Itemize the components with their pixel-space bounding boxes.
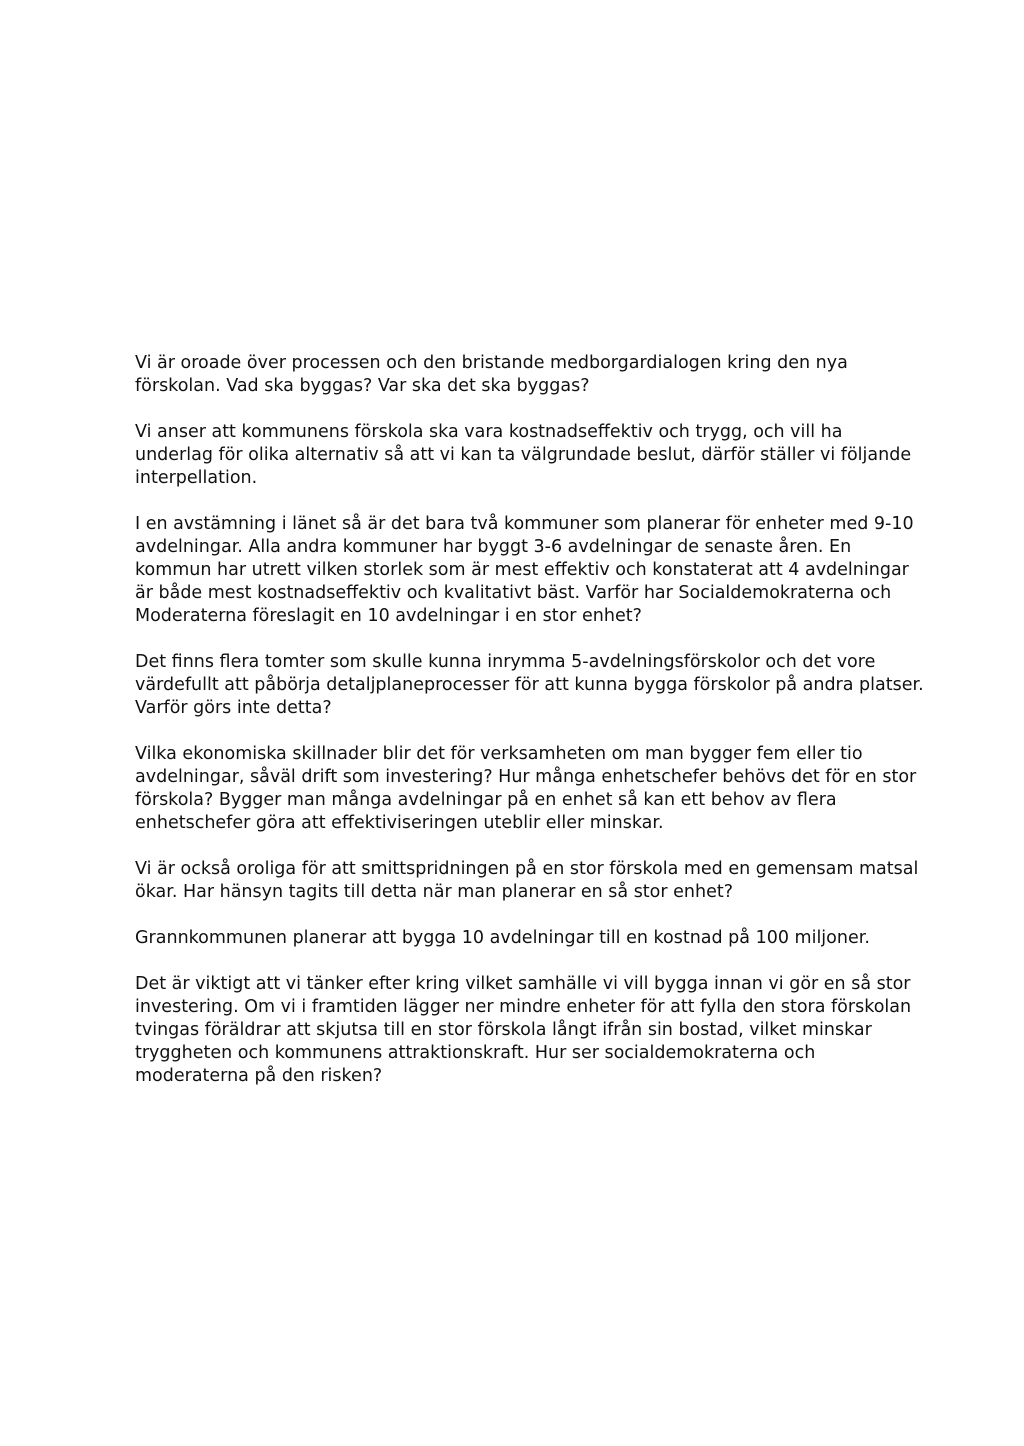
paragraph-2: Vi anser att kommunens förskola ska vara kostnadseffektiv och trygg, och vill ha underlag för olika alternativ så att vi kan ta välgrundade beslut, därför ställer vi följande interpellation. xyxy=(135,422,912,488)
paragraph-5: Vilka ekonomiska skillnader blir det för verksamheten om man bygger fem eller tio avdelningar, såväl drift som investering? Hur många enhetschefer behövs det för en stor förskola? Bygger man många avdelningar på en enhet så kan ett behov av flera enhetschefer göra att effektiviseringen uteblir eller minskar. xyxy=(135,744,917,833)
paragraph-6: Vi är också oroliga för att smittspridningen på en stor förskola med en gemensam matsal ökar. Har hänsyn tagits till detta när man planerar en så stor enhet? xyxy=(135,859,919,902)
paragraph-4: Det finns flera tomter som skulle kunna inrymma 5-avdelningsförskolor och det vore värdefullt att påbörja detaljplaneprocesser för att kunna bygga förskolor på andra platser. Varför görs inte detta? xyxy=(135,652,924,718)
paragraph-8: Det är viktigt att vi tänker efter kring vilket samhälle vi vill bygga innan vi gör en så stor investering. Om vi i framtiden lägger ner mindre enheter för att fylla den stora förskolan tvingas föräldrar att skjutsa till en stor förskola långt ifrån sin bostad, vilket minskar tryggheten och kommunens attraktionskraft. Hur ser socialdemokraterna och moderaterna på den risken? xyxy=(135,974,912,1086)
paragraph-1: Vi är oroade över processen och den bristande medborgardialogen kring den nya förskolan. Vad ska byggas? Var ska det ska byggas? xyxy=(135,353,848,396)
paragraph-7: Grannkommunen planerar att bygga 10 avdelningar till en kostnad på 100 miljoner. xyxy=(135,928,870,948)
document-body xyxy=(135,352,925,1088)
paragraph-3: I en avstämning i länet så är det bara två kommuner som planerar för enheter med 9-10 avdelningar. Alla andra kommuner har byggt 3-6 avdelningar de senaste åren. En kommun har utrett vilken storlek som är mest effektiv och konstaterat att 4 avdelningar är både mest kostnadseffektiv och kvalitativt bäst. Varför har Socialdemokraterna och Moderaterna föreslagit en 10 avdelningar i en stor enhet? xyxy=(135,514,914,626)
